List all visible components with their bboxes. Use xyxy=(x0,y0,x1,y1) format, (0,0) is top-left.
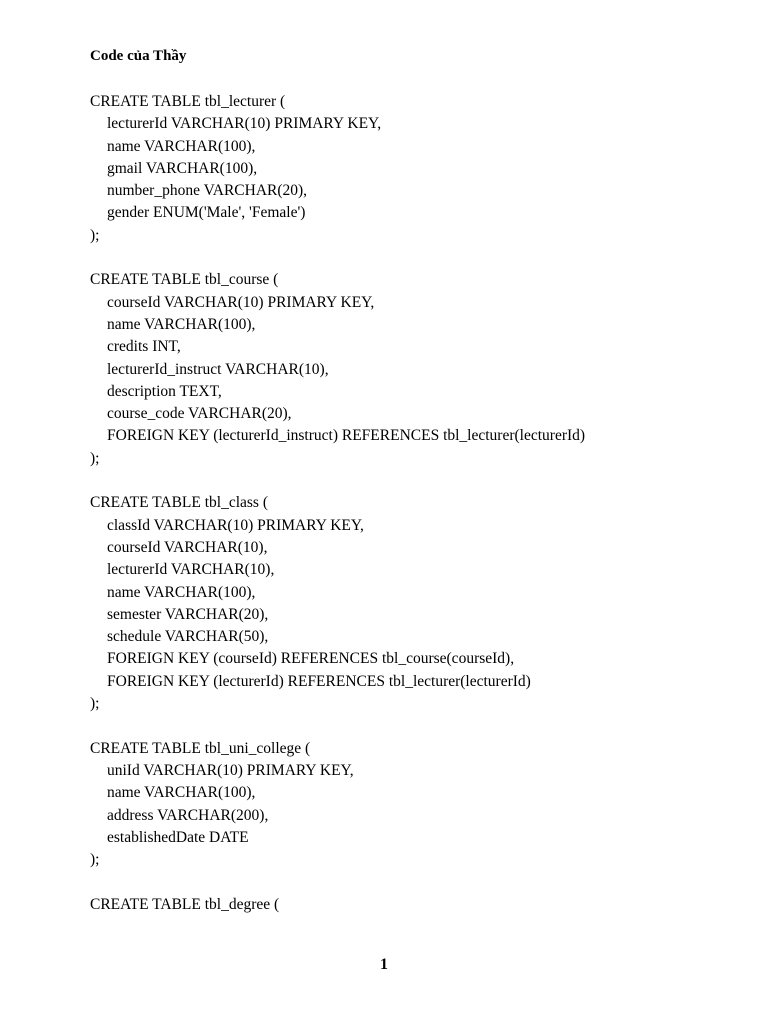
code-line: CREATE TABLE tbl_uni_college ( xyxy=(90,739,311,757)
code-line: CREATE TABLE tbl_course ( xyxy=(90,271,279,289)
code-line: gender ENUM('Male', 'Female') xyxy=(107,204,306,222)
code-line: name VARCHAR(100), xyxy=(107,315,256,333)
code-line: credits INT, xyxy=(107,338,181,356)
code-line: CREATE TABLE tbl_class ( xyxy=(90,494,269,512)
code-line: ); xyxy=(90,226,100,244)
code-line: number_phone VARCHAR(20), xyxy=(107,182,308,200)
code-line: name VARCHAR(100), xyxy=(107,784,256,802)
code-line: semester VARCHAR(20), xyxy=(107,605,269,623)
code-line: classId VARCHAR(10) PRIMARY KEY, xyxy=(107,516,364,534)
code-line: CREATE TABLE tbl_lecturer ( xyxy=(90,93,286,110)
page-number: 1 xyxy=(380,956,388,973)
code-line: lecturerId VARCHAR(10), xyxy=(107,561,275,579)
code-line: address VARCHAR(200), xyxy=(107,806,269,824)
code-line: uniId VARCHAR(10) PRIMARY KEY, xyxy=(107,761,354,779)
code-line: lecturerId VARCHAR(10) PRIMARY KEY, xyxy=(107,115,382,133)
code-line: name VARCHAR(100), xyxy=(107,583,256,601)
code-line: ); xyxy=(90,449,100,467)
code-line: FOREIGN KEY (lecturerId) REFERENCES tbl_lecturer(lecturerId) xyxy=(107,672,531,690)
code-line: description TEXT, xyxy=(107,382,222,400)
code-line: lecturerId_instruct VARCHAR(10), xyxy=(107,360,329,378)
blank-line xyxy=(90,470,730,492)
code-line: ); xyxy=(90,851,100,869)
sql-code-block xyxy=(90,91,730,916)
code-line: CREATE TABLE tbl_degree ( xyxy=(90,895,280,913)
code-line: gmail VARCHAR(100), xyxy=(107,159,258,177)
code-line: schedule VARCHAR(50), xyxy=(107,628,269,646)
blank-line xyxy=(90,247,730,269)
blank-line xyxy=(90,715,730,737)
code-line: FOREIGN KEY (courseId) REFERENCES tbl_course(courseId), xyxy=(107,650,515,668)
code-line: FOREIGN KEY (lecturerId_instruct) REFERENCES tbl_lecturer(lecturerId) xyxy=(107,427,586,445)
blank-line xyxy=(90,871,730,893)
code-line: name VARCHAR(100), xyxy=(107,137,256,155)
code-line: courseId VARCHAR(10), xyxy=(107,538,268,556)
code-line: ); xyxy=(90,695,100,713)
document-heading: Code của Thầy xyxy=(90,48,187,64)
code-line: establishedDate DATE xyxy=(107,828,249,846)
code-line: course_code VARCHAR(20), xyxy=(107,405,292,423)
code-line: courseId VARCHAR(10) PRIMARY KEY, xyxy=(107,293,375,311)
